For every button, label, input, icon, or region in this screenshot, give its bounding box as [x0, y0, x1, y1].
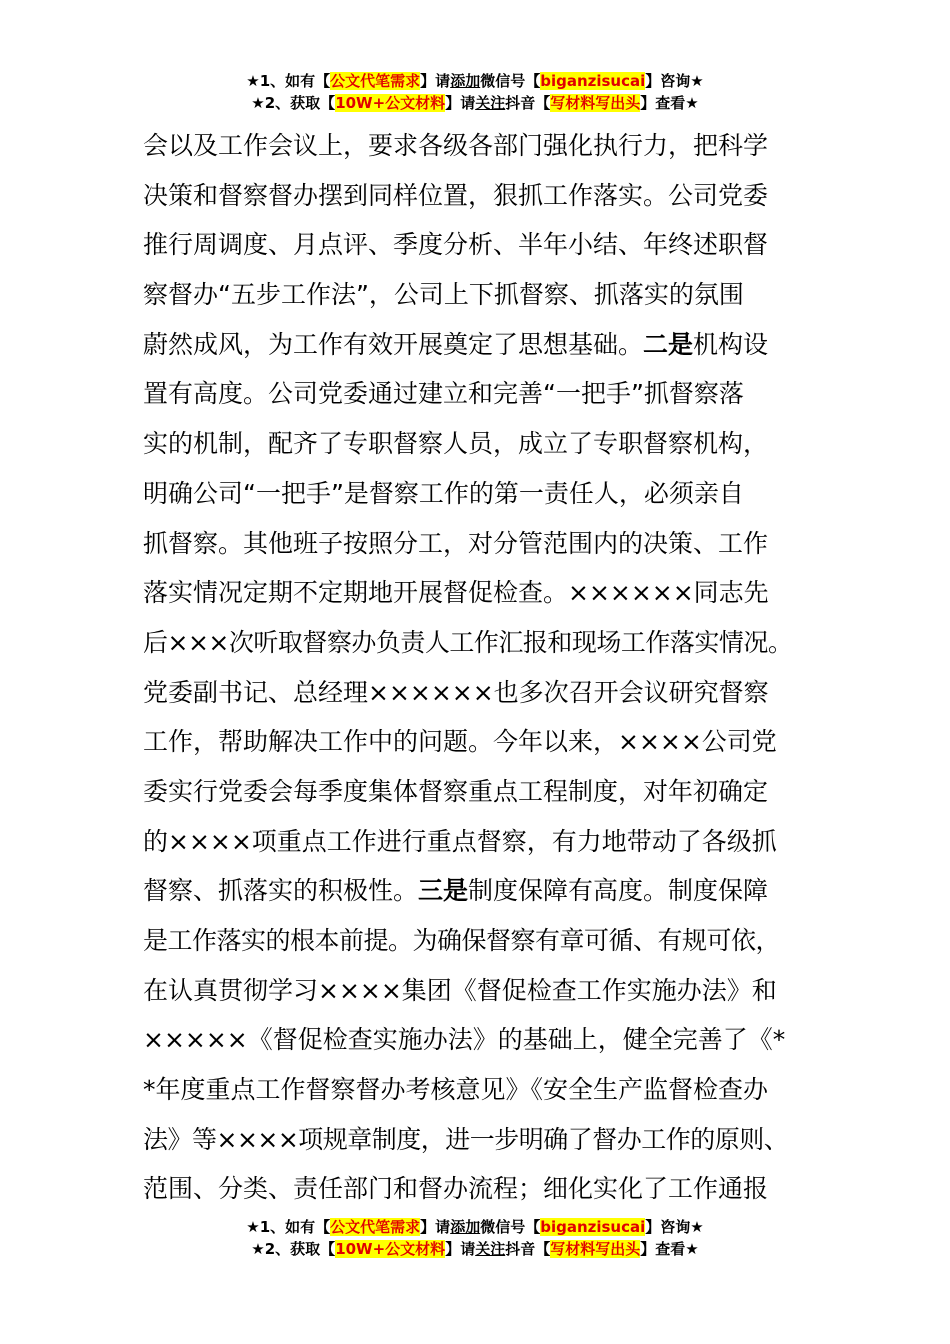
body-line: 委实行党委会每季度集体督察重点工程制度，对年初确定	[143, 776, 769, 806]
header-banner	[0, 70, 950, 114]
body-line: 是工作落实的根本前提。为确保督察有章可循、有规可依，	[143, 926, 781, 955]
body-line: 实的机制，配齐了专职督察人员，成立了专职督察机构，	[143, 429, 769, 459]
body-line: 党委副书记、总经理××××××也多次召开会议研究督察	[143, 677, 769, 707]
body-line: 后×××次听取督察办负责人工作汇报和现场工作落实情况。	[143, 627, 793, 657]
banner-line-1: ★1、如有【公文代笔需求】请添加微信号【biganzisucai】咨询★	[246, 72, 704, 90]
highlight-materials: 10W+公文材料	[335, 94, 446, 112]
body-line: 的××××项重点工作进行重点督察，有力地带动了各级抓	[143, 826, 777, 856]
body-line: *年度重点工作督察督办考核意见》《安全生产监督检查办	[143, 1075, 769, 1105]
highlight-wechat-id: biganzisucai	[540, 72, 646, 90]
highlight-douyin-id: 写材料写出头	[550, 94, 641, 112]
body-line: 工作，帮助解决工作中的问题。今年以来，××××公司党	[143, 727, 777, 757]
body-line: 决策和督察督办摆到同样位置，狠抓工作落实。公司党委	[143, 180, 769, 210]
body-line: 在认真贯彻学习××××集团《督促检查工作实施办法》和	[143, 975, 777, 1005]
emphasis-second: 二是	[643, 329, 694, 359]
body-line: 范围、分类、责任部门和督办流程；细化实化了工作通报	[143, 1174, 769, 1204]
highlight-service: 公文代笔需求	[330, 1218, 421, 1236]
emphasis-third: 三是	[418, 876, 469, 906]
body-line: 蔚然成风，为工作有效开展奠定了思想基础。二是机构设	[143, 329, 769, 359]
body-line: 法》等××××项规章制度，进一步明确了督办工作的原则、	[143, 1124, 789, 1154]
highlight-douyin-id: 写材料写出头	[550, 1240, 641, 1258]
highlight-wechat-id: biganzisucai	[540, 1218, 646, 1236]
document-body	[143, 121, 811, 1214]
body-line: ×××××《督促检查实施办法》的基础上，健全完善了《*	[143, 1025, 786, 1055]
body-line: 督察、抓落实的积极性。三是制度保障有高度。制度保障	[143, 876, 769, 906]
body-line: 置有高度。公司党委通过建立和完善“一把手”抓督察落	[143, 379, 744, 409]
body-line: 会以及工作会议上，要求各级各部门强化执行力，把科学	[143, 131, 769, 160]
body-line: 察督办“五步工作法”，公司上下抓督察、抓落实的氛围	[143, 280, 744, 310]
body-line: 推行周调度、月点评、季度分析、半年小结、年终述职督	[143, 230, 769, 260]
body-line: 明确公司“一把手”是督察工作的第一责任人，必须亲自	[143, 478, 744, 508]
banner-line-2: ★2、获取【10W+公文材料】请关注抖音【写材料写出头】查看★	[251, 1240, 699, 1258]
body-line: 抓督察。其他班子按照分工，对分管范围内的决策、工作	[143, 528, 769, 558]
banner-line-1: ★1、如有【公文代笔需求】请添加微信号【biganzisucai】咨询★	[246, 1218, 704, 1236]
body-line: 落实情况定期不定期地开展督促检查。××××××同志先	[143, 578, 769, 608]
highlight-materials: 10W+公文材料	[335, 1240, 446, 1258]
highlight-service: 公文代笔需求	[330, 72, 421, 90]
banner-line-2: ★2、获取【10W+公文材料】请关注抖音【写材料写出头】查看★	[251, 94, 699, 112]
footer-banner	[0, 1216, 950, 1260]
